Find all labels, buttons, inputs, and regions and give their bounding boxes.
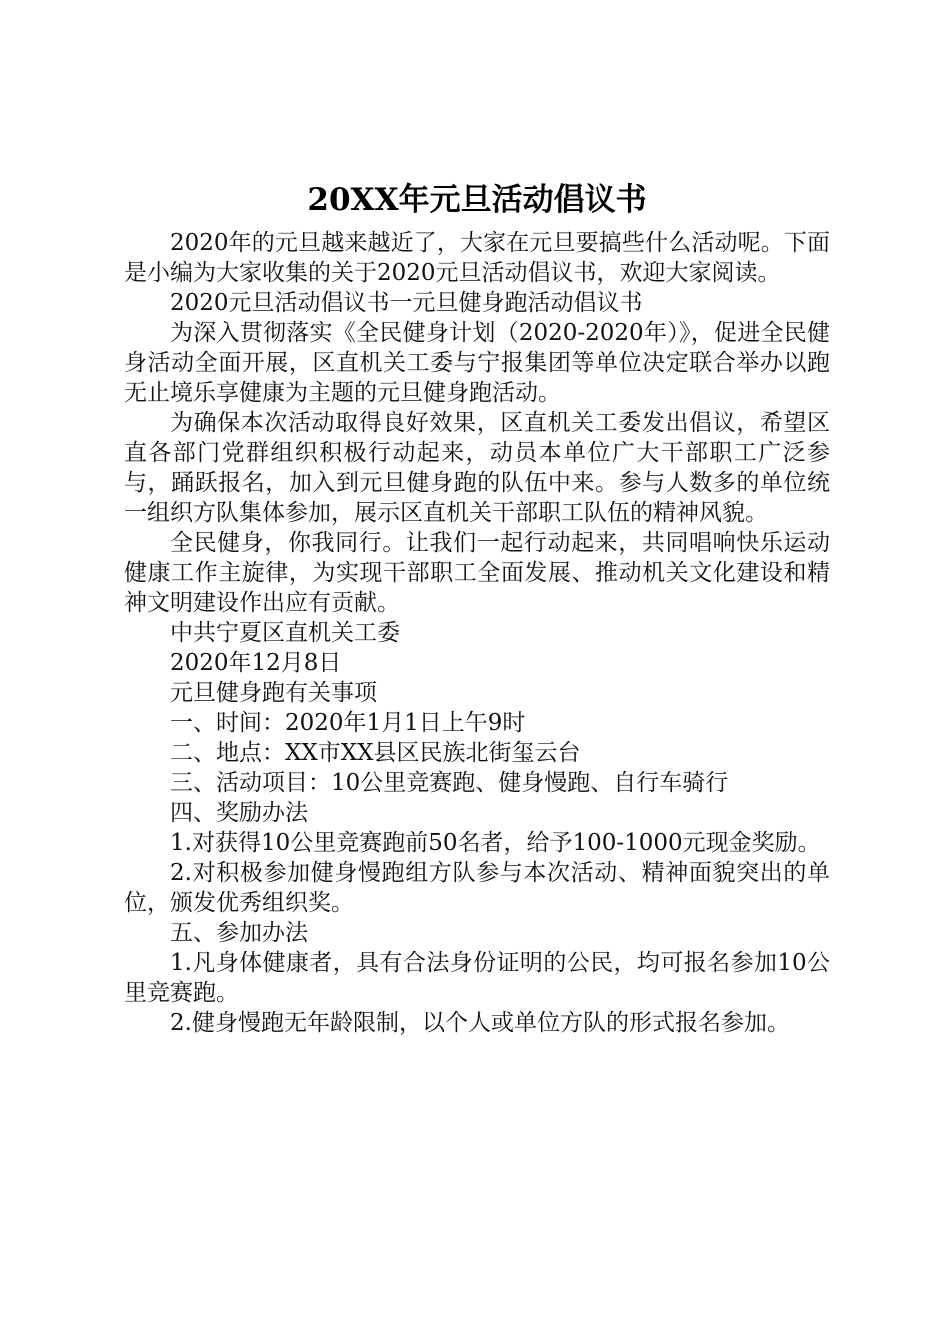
- detail-item-location: 二、地点：XX市XX县区民族北街玺云台: [170, 740, 581, 766]
- detail-item-time: 一、时间：2020年1月1日上午9时: [170, 710, 526, 736]
- signature-date: 2020年12月8日: [170, 650, 342, 676]
- signature-organization: 中共宁夏区直机关工委: [170, 620, 400, 646]
- detail-item-participation-heading: 五、参加办法: [170, 920, 308, 946]
- participation-item: 2.健身慢跑无年龄限制，以个人或单位方队的形式报名参加。: [170, 1010, 790, 1036]
- details-heading: 元旦健身跑有关事项: [170, 680, 377, 706]
- document-body: [124, 180, 830, 1038]
- award-item: 2.对积极参加健身慢跑组方队参与本次活动、精神面貌突出的单位，颁发优秀组织奖。: [124, 860, 830, 916]
- detail-item-events: 三、活动项目：10公里竞赛跑、健身慢跑、自行车骑行: [170, 770, 729, 796]
- body-paragraph: 为确保本次活动取得良好效果，区直机关工委发出倡议，希望区直各部门党群组织积极行动起来，动员本单位广大干部职工广泛参与，踊跃报名，加入到元旦健身跑的队伍中来。参与人数多的单位统一组织方队集体参加，展示区直机关干部职工队伍的精神风貌。: [124, 410, 830, 526]
- body-paragraph: 为深入贯彻落实《全民健身计划（2020-2020年）》，促进全民健身活动全面开展，区直机关工委与宁报集团等单位决定联合举办以跑无止境乐享健康为主题的元旦健身跑活动。: [124, 320, 830, 406]
- detail-item-awards-heading: 四、奖励办法: [170, 800, 308, 826]
- body-paragraph: 全民健身，你我同行。让我们一起行动起来，共同唱响快乐运动健康工作主旋律，为实现干部职工全面发展、推动机关文化建设和精神文明建设作出应有贡献。: [124, 530, 830, 616]
- participation-item: 1.凡身体健康者，具有合法身份证明的公民，均可报名参加10公里竞赛跑。: [124, 950, 830, 1006]
- document-title: 20XX年元旦活动倡议书: [307, 182, 647, 218]
- section-heading: 2020元旦活动倡议书一元旦健身跑活动倡议书: [170, 290, 643, 316]
- award-item: 1.对获得10公里竞赛跑前50名者，给予100-1000元现金奖励。: [170, 830, 821, 856]
- intro-paragraph: 2020年的元旦越来越近了，大家在元旦要搞些什么活动呢。下面是小编为大家收集的关于2020元旦活动倡议书，欢迎大家阅读。: [124, 230, 830, 286]
